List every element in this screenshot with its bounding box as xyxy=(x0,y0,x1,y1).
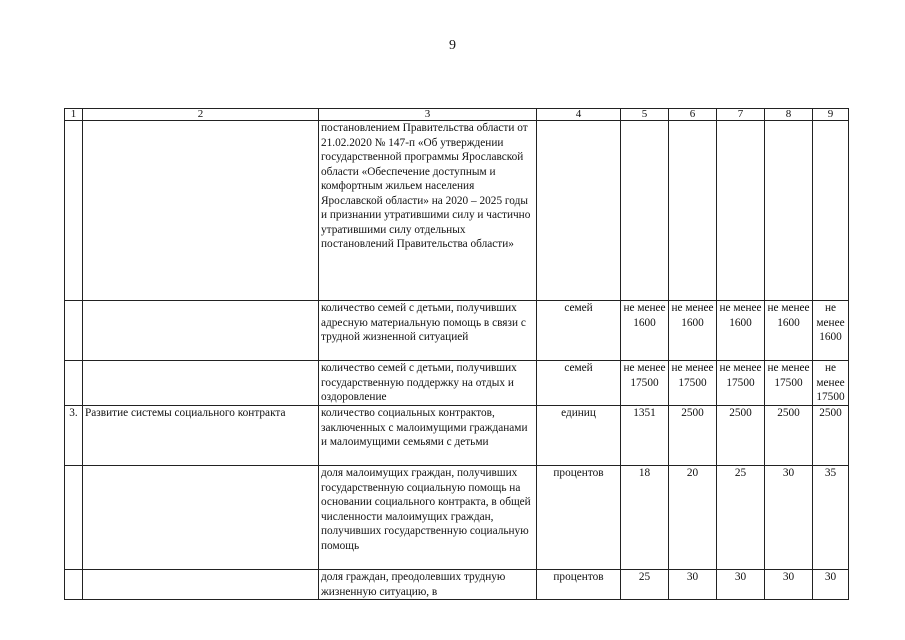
value-cell xyxy=(621,121,669,301)
value-cell: 30 xyxy=(765,570,813,600)
program-name-cell xyxy=(83,570,319,600)
indicator-cell: количество семей с детьми, получивших государственную поддержку на отдых и оздоровление xyxy=(319,361,537,406)
header-cell-3: 3 xyxy=(319,109,537,121)
unit-cell xyxy=(537,121,621,301)
value-cell: не менее 17500 xyxy=(717,361,765,406)
value-cell: не менее 17500 xyxy=(765,361,813,406)
value-cell: 18 xyxy=(621,466,669,570)
value-cell xyxy=(813,121,849,301)
value-cell: не менее 1600 xyxy=(717,301,765,361)
table-row xyxy=(65,361,849,406)
program-name-cell xyxy=(83,301,319,361)
indicator-cell: количество социальных контрактов, заключенных с малоимущими гражданами и малоимущими семьями с детьми xyxy=(319,406,537,466)
header-cell-1: 1 xyxy=(65,109,83,121)
value-cell: 2500 xyxy=(717,406,765,466)
header-cell-5: 5 xyxy=(621,109,669,121)
unit-cell: семей xyxy=(537,301,621,361)
row-number-cell: 3. xyxy=(65,406,83,466)
unit-cell: процентов xyxy=(537,466,621,570)
page-number: 9 xyxy=(449,38,456,53)
indicator-cell: доля малоимущих граждан, получивших государственную социальную помощь на основании социального контракта, в общей численности малоимущих граждан, получивших государственную социальную помощь xyxy=(319,466,537,570)
value-cell xyxy=(717,121,765,301)
row-number-cell xyxy=(65,301,83,361)
value-cell: 2500 xyxy=(765,406,813,466)
program-name-cell xyxy=(83,121,319,301)
row-number-cell xyxy=(65,570,83,600)
row-number-cell xyxy=(65,121,83,301)
value-cell: не менее 17500 xyxy=(621,361,669,406)
value-cell: 1351 xyxy=(621,406,669,466)
value-cell xyxy=(669,121,717,301)
header-cell-9: 9 xyxy=(813,109,849,121)
program-name-cell xyxy=(83,361,319,406)
value-cell: не менее 1600 xyxy=(765,301,813,361)
program-name-cell xyxy=(83,466,319,570)
value-cell: не менее 1600 xyxy=(813,301,849,361)
table-row xyxy=(65,466,849,570)
indicator-cell: доля граждан, преодолевших трудную жизненную ситуацию, в xyxy=(319,570,537,600)
header-cell-8: 8 xyxy=(765,109,813,121)
value-cell: не менее 1600 xyxy=(669,301,717,361)
value-cell: 2500 xyxy=(669,406,717,466)
row-number-cell xyxy=(65,361,83,406)
value-cell: не менее 1600 xyxy=(621,301,669,361)
value-cell: не менее 17500 xyxy=(669,361,717,406)
table-row xyxy=(65,121,849,301)
indicator-cell: количество семей с детьми, получивших адресную материальную помощь в связи с трудной жизненной ситуацией xyxy=(319,301,537,361)
table-row xyxy=(65,570,849,600)
header-cell-2: 2 xyxy=(83,109,319,121)
value-cell: 30 xyxy=(717,570,765,600)
indicator-cell: постановлением Правительства области от 21.02.2020 № 147-п «Об утверждении государственной программы Ярославской области «Обеспечение доступным и комфортным жильем населения Ярославской области» на 2020 – 2025 годы и признании утратившими силу и частично утратившими силу отдельных постановлений Правительства области» xyxy=(319,121,537,301)
header-cell-4: 4 xyxy=(537,109,621,121)
table-row xyxy=(65,406,849,466)
table-header-row xyxy=(65,109,849,121)
value-cell: 30 xyxy=(765,466,813,570)
indicators-table xyxy=(64,108,849,600)
value-cell: 30 xyxy=(669,570,717,600)
value-cell: 25 xyxy=(717,466,765,570)
value-cell: 2500 xyxy=(813,406,849,466)
unit-cell: семей xyxy=(537,361,621,406)
program-name-cell: Развитие системы социального контракта xyxy=(83,406,319,466)
value-cell: 35 xyxy=(813,466,849,570)
table-row xyxy=(65,301,849,361)
header-cell-6: 6 xyxy=(669,109,717,121)
unit-cell: процентов xyxy=(537,570,621,600)
value-cell: 25 xyxy=(621,570,669,600)
value-cell: 30 xyxy=(813,570,849,600)
value-cell xyxy=(765,121,813,301)
row-number-cell xyxy=(65,466,83,570)
value-cell: 20 xyxy=(669,466,717,570)
value-cell: не менее 17500 xyxy=(813,361,849,406)
header-cell-7: 7 xyxy=(717,109,765,121)
unit-cell: единиц xyxy=(537,406,621,466)
